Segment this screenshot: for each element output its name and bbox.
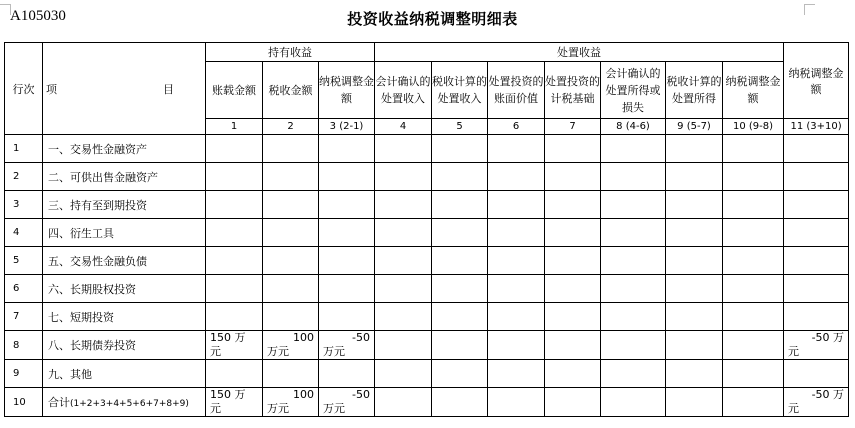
cell-col-11[interactable] (784, 163, 849, 191)
row-item (43, 388, 206, 417)
cell-col-2[interactable] (263, 331, 319, 360)
cell-col-9[interactable] (666, 135, 723, 163)
cell-col-2[interactable] (263, 163, 319, 191)
cell-col-6[interactable] (488, 135, 545, 163)
row-item (43, 191, 206, 219)
cell-col-9[interactable] (666, 331, 723, 360)
cell-col-8[interactable] (601, 275, 666, 303)
cell-col-7[interactable] (545, 388, 601, 417)
holding-income-header: 持有收益 (206, 43, 375, 62)
item-header-label: 项 目 (46, 82, 202, 96)
cell-col-7[interactable] (545, 360, 601, 388)
cell-col-8[interactable] (601, 331, 666, 360)
row-item-label: 六、长期股权投资 (48, 282, 136, 296)
cell-col-1[interactable] (206, 163, 263, 191)
cell-col-6[interactable] (488, 360, 545, 388)
row-number: 5 (5, 247, 43, 275)
cell-col-3[interactable] (319, 191, 375, 219)
cell-col-5[interactable] (432, 275, 488, 303)
row-item (43, 331, 206, 360)
cell-col-3[interactable] (319, 388, 375, 417)
cell-col-3[interactable] (319, 331, 375, 360)
cell-col-3[interactable] (319, 219, 375, 247)
cell-col-1[interactable] (206, 275, 263, 303)
row-item (43, 163, 206, 191)
cell-col-1[interactable] (206, 219, 263, 247)
cell-col-1[interactable] (206, 191, 263, 219)
column-header-6: 处置投资的账面价值 (488, 62, 545, 119)
cell-col-7[interactable] (545, 191, 601, 219)
cell-col-4[interactable] (375, 247, 432, 275)
cell-col-4[interactable] (375, 303, 432, 331)
cell-col-10[interactable] (723, 191, 784, 219)
cell-col-2[interactable] (263, 247, 319, 275)
cell-value: 100 (293, 331, 314, 344)
cell-col-10[interactable] (723, 331, 784, 360)
cell-value: -50 (352, 388, 370, 401)
cell-col-11[interactable] (784, 388, 849, 417)
row-item (43, 247, 206, 275)
row-number: 3 (5, 191, 43, 219)
row-number-header: 行次 (5, 43, 43, 135)
total-adjustment-header: 纳税调整金额 (784, 43, 849, 119)
cell-value: -50 万 (811, 388, 845, 401)
cell-col-9[interactable] (666, 247, 723, 275)
column-number-4: 4 (375, 119, 432, 135)
cell-col-2[interactable] (263, 191, 319, 219)
cell-col-7[interactable] (545, 219, 601, 247)
cell-col-5[interactable] (432, 191, 488, 219)
cell-col-1[interactable] (206, 331, 263, 360)
cell-col-10[interactable] (723, 303, 784, 331)
column-number-3: 3 (2-1) (319, 119, 375, 135)
cell-unit: 万元 (323, 345, 345, 358)
cell-col-11[interactable] (784, 135, 849, 163)
cell-col-3[interactable] (319, 360, 375, 388)
cell-col-8[interactable] (601, 360, 666, 388)
row-item-label: 七、短期投资 (48, 310, 114, 324)
row-number: 7 (5, 303, 43, 331)
table-row (5, 331, 849, 360)
form-title: 投资收益纳税调整明细表 (347, 10, 518, 28)
cell-col-8[interactable] (601, 135, 666, 163)
cell-col-8[interactable] (601, 191, 666, 219)
row-item-label: 合计 (48, 396, 70, 409)
cell-col-10[interactable] (723, 219, 784, 247)
cell-col-10[interactable] (723, 247, 784, 275)
cell-col-2[interactable] (263, 388, 319, 417)
row-item-label: 五、交易性金融负债 (48, 254, 147, 268)
cell-col-7[interactable] (545, 275, 601, 303)
cell-unit: 元 (788, 345, 800, 358)
column-header-10: 纳税调整金额 (723, 62, 784, 119)
cell-col-10[interactable] (723, 275, 784, 303)
cell-col-9[interactable] (666, 275, 723, 303)
item-header (43, 43, 206, 135)
row-item-label: 四、衍生工具 (48, 226, 114, 240)
cell-col-3[interactable] (319, 303, 375, 331)
cell-col-8[interactable] (601, 163, 666, 191)
cell-col-6[interactable] (488, 275, 545, 303)
column-number-11: 11 (3+10) (784, 119, 849, 135)
row-item-label: 九、其他 (48, 367, 92, 381)
cell-col-6[interactable] (488, 388, 545, 417)
row-number: 10 (5, 388, 43, 417)
cell-unit: 元 (788, 402, 800, 415)
cell-col-9[interactable] (666, 303, 723, 331)
cell-value: -50 (352, 331, 370, 344)
column-number-6: 6 (488, 119, 545, 135)
cell-col-7[interactable] (545, 303, 601, 331)
column-header-1: 账载金额 (206, 62, 263, 119)
cell-col-11[interactable] (784, 331, 849, 360)
cell-col-2[interactable] (263, 219, 319, 247)
column-number-1: 1 (206, 119, 263, 135)
cell-col-11[interactable] (784, 360, 849, 388)
cell-col-1[interactable] (206, 135, 263, 163)
row-item (43, 275, 206, 303)
cell-unit: 元 (210, 345, 221, 358)
cell-col-6[interactable] (488, 247, 545, 275)
row-item (43, 219, 206, 247)
disposal-income-header: 处置收益 (375, 43, 784, 62)
cell-col-1[interactable] (206, 360, 263, 388)
cell-unit: 万元 (267, 345, 289, 358)
cell-col-5[interactable] (432, 135, 488, 163)
column-header-4: 会计确认的处置收入 (375, 62, 432, 119)
row-item-label: 八、长期债券投资 (48, 339, 136, 352)
cell-col-7[interactable] (545, 331, 601, 360)
cell-col-6[interactable] (488, 191, 545, 219)
cell-col-4[interactable] (375, 219, 432, 247)
cell-col-1[interactable] (206, 388, 263, 417)
cell-value: 150 万 (210, 331, 246, 344)
row-number: 4 (5, 219, 43, 247)
table-row (5, 191, 849, 219)
cell-col-5[interactable] (432, 303, 488, 331)
cell-col-9[interactable] (666, 360, 723, 388)
cell-col-4[interactable] (375, 275, 432, 303)
cell-col-11[interactable] (784, 247, 849, 275)
column-header-9: 税收计算的处置所得 (666, 62, 723, 119)
cell-col-1[interactable] (206, 303, 263, 331)
row-number: 8 (5, 331, 43, 360)
cell-unit: 元 (210, 402, 221, 415)
column-number-10: 10 (9-8) (723, 119, 784, 135)
column-number-7: 7 (545, 119, 601, 135)
row-item (43, 360, 206, 388)
cell-col-4[interactable] (375, 163, 432, 191)
cell-col-8[interactable] (601, 303, 666, 331)
cell-col-3[interactable] (319, 275, 375, 303)
table-row (5, 275, 849, 303)
cell-col-7[interactable] (545, 163, 601, 191)
table-row (5, 360, 849, 388)
cell-col-4[interactable] (375, 135, 432, 163)
cell-col-1[interactable] (206, 247, 263, 275)
column-number-5: 5 (432, 119, 488, 135)
row-item-formula: (1+2+3+4+5+6+7+8+9) (70, 399, 189, 409)
cell-col-9[interactable] (666, 388, 723, 417)
column-header-8: 会计确认的处置所得或损失 (601, 62, 666, 119)
cell-col-5[interactable] (432, 388, 488, 417)
cell-col-11[interactable] (784, 275, 849, 303)
table-row (5, 388, 849, 417)
table-row (5, 303, 849, 331)
table-row (5, 247, 849, 275)
cell-col-10[interactable] (723, 163, 784, 191)
cell-col-5[interactable] (432, 219, 488, 247)
cell-col-4[interactable] (375, 388, 432, 417)
cell-col-6[interactable] (488, 163, 545, 191)
cell-col-3[interactable] (319, 135, 375, 163)
cell-col-4[interactable] (375, 331, 432, 360)
cell-col-5[interactable] (432, 331, 488, 360)
row-item (43, 303, 206, 331)
column-header-5: 税收计算的处置收入 (432, 62, 488, 119)
cell-col-9[interactable] (666, 219, 723, 247)
table-row (5, 219, 849, 247)
cell-col-3[interactable] (319, 163, 375, 191)
cell-col-2[interactable] (263, 303, 319, 331)
row-item (43, 135, 206, 163)
cell-col-8[interactable] (601, 388, 666, 417)
cell-col-2[interactable] (263, 135, 319, 163)
cell-col-2[interactable] (263, 275, 319, 303)
cell-col-7[interactable] (545, 247, 601, 275)
cell-value: 100 (293, 388, 314, 401)
column-header-3: 纳税调整金额 (319, 62, 375, 119)
cell-col-10[interactable] (723, 360, 784, 388)
cell-col-10[interactable] (723, 135, 784, 163)
cell-col-11[interactable] (784, 219, 849, 247)
column-header-7: 处置投资的计税基础 (545, 62, 601, 119)
cell-value: 150 万 (210, 388, 246, 401)
column-header-2: 税收金额 (263, 62, 319, 119)
cell-col-11[interactable] (784, 303, 849, 331)
cell-col-9[interactable] (666, 191, 723, 219)
cell-col-3[interactable] (319, 247, 375, 275)
cell-col-11[interactable] (784, 191, 849, 219)
cell-col-8[interactable] (601, 219, 666, 247)
row-number: 6 (5, 275, 43, 303)
form-code: A105030 (10, 8, 66, 24)
cell-col-5[interactable] (432, 360, 488, 388)
cell-col-6[interactable] (488, 331, 545, 360)
column-number-2: 2 (263, 119, 319, 135)
row-number: 2 (5, 163, 43, 191)
adjustment-table (4, 42, 849, 417)
row-item-label: 二、可供出售金融资产 (48, 170, 158, 184)
cell-col-8[interactable] (601, 247, 666, 275)
cell-col-2[interactable] (263, 360, 319, 388)
row-item-label: 一、交易性金融资产 (48, 142, 147, 156)
column-number-9: 9 (5-7) (666, 119, 723, 135)
cell-col-5[interactable] (432, 163, 488, 191)
cell-col-6[interactable] (488, 219, 545, 247)
cell-col-10[interactable] (723, 388, 784, 417)
cell-unit: 万元 (267, 402, 289, 415)
cell-col-6[interactable] (488, 303, 545, 331)
column-number-8: 8 (4-6) (601, 119, 666, 135)
cell-col-7[interactable] (545, 135, 601, 163)
cell-col-5[interactable] (432, 247, 488, 275)
cell-col-4[interactable] (375, 360, 432, 388)
row-number: 1 (5, 135, 43, 163)
table-row (5, 163, 849, 191)
table-row (5, 135, 849, 163)
cell-col-9[interactable] (666, 163, 723, 191)
row-number: 9 (5, 360, 43, 388)
cell-unit: 万元 (323, 402, 345, 415)
cell-col-4[interactable] (375, 191, 432, 219)
row-item-label: 三、持有至到期投资 (48, 198, 147, 212)
cell-value: -50 万 (811, 331, 845, 344)
